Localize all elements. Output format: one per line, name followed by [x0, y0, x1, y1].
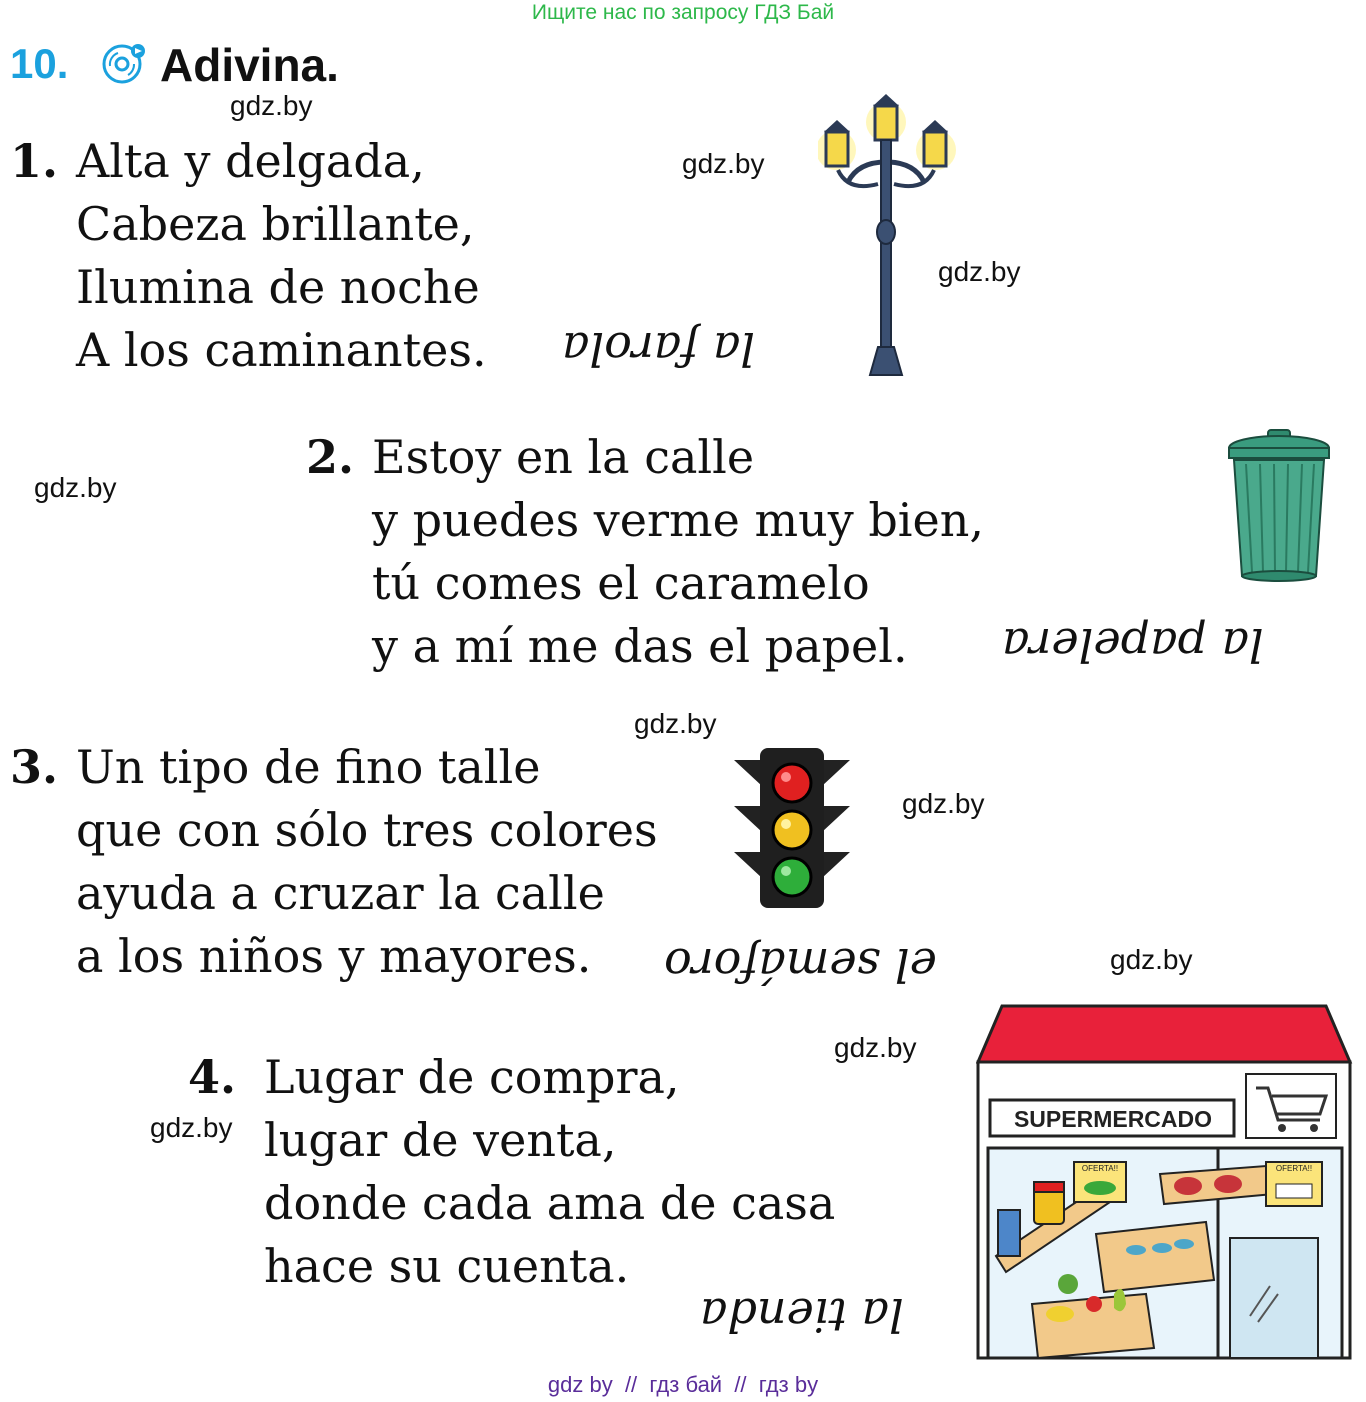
- riddle-2-number: 2.: [306, 430, 355, 484]
- riddle-line: A los caminantes.: [76, 323, 487, 377]
- riddle-3-text: [76, 736, 658, 988]
- riddle-line: y a mí me das el papel.: [372, 619, 908, 673]
- riddle-2-text: [372, 426, 984, 678]
- riddle-3-number: 3.: [10, 740, 59, 794]
- riddle-line: hace su cuenta.: [264, 1239, 630, 1293]
- watermark: gdz.by: [682, 148, 765, 179]
- watermark: gdz.by: [634, 708, 717, 739]
- riddle-line: que con sólo tres colores: [76, 803, 658, 857]
- riddle-line: Cabeza brillante,: [76, 197, 475, 251]
- watermark: gdz.by: [834, 1032, 917, 1063]
- watermark: gdz.by: [230, 90, 313, 121]
- riddle-1-number: 1.: [10, 134, 59, 188]
- riddle-1-answer: la farola: [562, 322, 756, 376]
- riddle-line: Lugar de compra,: [264, 1050, 680, 1104]
- riddle-line: y puedes verme muy bien,: [372, 493, 984, 547]
- exercise-number: 10.: [10, 40, 69, 87]
- riddle-4-text: [264, 1046, 835, 1298]
- riddle-4-answer: la tienda: [700, 1288, 904, 1342]
- watermark: gdz.by: [1110, 944, 1193, 975]
- riddle-3-answer: el semáforo: [664, 938, 937, 992]
- supermarket-image: [976, 1004, 1354, 1360]
- top-banner: Ищите нас по запросу ГДЗ Бай: [531, 1, 835, 24]
- trash-bin-image: [1224, 426, 1334, 584]
- watermark: gdz.by: [150, 1112, 233, 1143]
- riddle-line: lugar de venta,: [264, 1113, 617, 1167]
- watermark: gdz.by: [938, 256, 1021, 287]
- riddle-line: Alta y delgada,: [76, 134, 425, 188]
- street-lamp-image: [818, 92, 968, 377]
- offer-tag: OFERTA!!: [1081, 1164, 1119, 1173]
- supermarket-sign: SUPERMERCADO: [1013, 1106, 1213, 1132]
- riddle-1-text: [76, 130, 487, 382]
- riddle-2-answer: la papelera: [1002, 618, 1264, 672]
- riddle-line: ayuda a cruzar la calle: [76, 866, 605, 920]
- exercise-title: Adivina.: [160, 39, 339, 91]
- riddle-4-number: 4.: [188, 1050, 237, 1104]
- footer-links: gdz by // гдз бай // гдз by: [547, 1372, 819, 1397]
- riddle-line: Estoy en la calle: [372, 430, 755, 484]
- riddle-line: tú comes el caramelo: [372, 556, 870, 610]
- watermark: gdz.by: [902, 788, 985, 819]
- watermark: gdz.by: [34, 472, 117, 503]
- offer-tag: OFERTA!!: [1275, 1164, 1313, 1173]
- traffic-light-image: [732, 746, 852, 910]
- riddle-line: Un tipo de fino talle: [76, 740, 541, 794]
- riddle-line: Ilumina de noche: [76, 260, 480, 314]
- cd-audio-icon[interactable]: [102, 42, 148, 84]
- riddle-line: donde cada ama de casa: [264, 1176, 836, 1230]
- riddle-line: a los niños y mayores.: [76, 929, 592, 983]
